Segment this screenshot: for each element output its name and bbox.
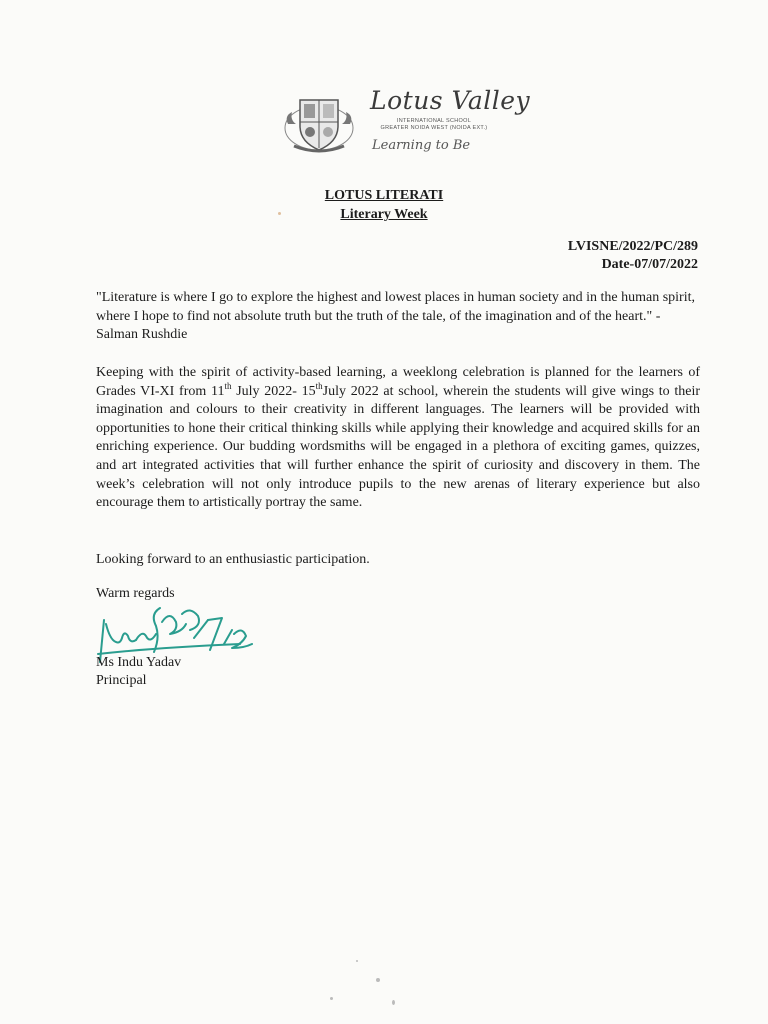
main-text-1: Keeping with the spirit of activity-based learning, a weeklong celebration is planned for the learners of Grades VI-XI from 11 — [96, 365, 700, 399]
scan-speck — [392, 1000, 395, 1005]
signatory-title: Principal — [96, 673, 147, 688]
main-paragraph — [96, 364, 700, 513]
quote-text: "Literature is where I go to explore the highest and lowest places in human society and in the human spirit, where I hope to find not absolute truth but the truth of the tale, of the imagination and of the heart." — [96, 290, 695, 324]
school-tagline: Learning to Be — [372, 138, 471, 153]
reference-block — [568, 238, 698, 274]
reference-number: LVISNE/2022/PC/289 — [567, 239, 698, 254]
scan-speck — [278, 212, 281, 215]
school-location: GREATER NOIDA WEST (NOIDA EXT.) — [380, 125, 488, 131]
letter-date: Date-07/07/2022 — [601, 257, 698, 272]
quote-attribution: - Salman Rushdie — [96, 308, 661, 343]
main-text-3: July 2022 at school, wherein the students will give wings to their imagination and colours to their creativity in different languages. The learners will be provided with opportunities to hone their critical thinking skills while applying their knowledge and acquired skills for an enriching experience. Our budding wordsmiths will be engaged in a plethora of exciting games, quizzes, and art integrated activities that will further enhance the spirit of curiosity and discovery in them. The week’s celebration will not only introduce pupils to the new arenas of literary experience but also encourage them to artistically portray the same. — [96, 383, 700, 511]
school-crest-icon — [282, 90, 356, 158]
ordinal-suffix: th — [315, 380, 323, 391]
letter-subtitle: Literary Week — [340, 207, 428, 222]
ordinal-suffix: th — [224, 380, 232, 391]
letter-title: LOTUS LITERATI — [324, 188, 444, 203]
main-text-2: July 2022- 15 — [231, 383, 316, 399]
letter-heading — [0, 186, 768, 224]
school-name: Lotus Valley — [370, 86, 531, 115]
school-subtitle: INTERNATIONAL SCHOOL — [396, 118, 472, 124]
scan-speck — [330, 997, 333, 1000]
scan-speck — [356, 960, 358, 962]
regards-line: Warm regards — [96, 586, 175, 601]
scan-speck — [376, 978, 380, 982]
quote-paragraph — [96, 289, 700, 345]
closing-line: Looking forward to an enthusiastic participation. — [96, 552, 370, 567]
signatory-name: Ms Indu Yadav — [96, 655, 182, 670]
school-logo — [282, 84, 531, 164]
